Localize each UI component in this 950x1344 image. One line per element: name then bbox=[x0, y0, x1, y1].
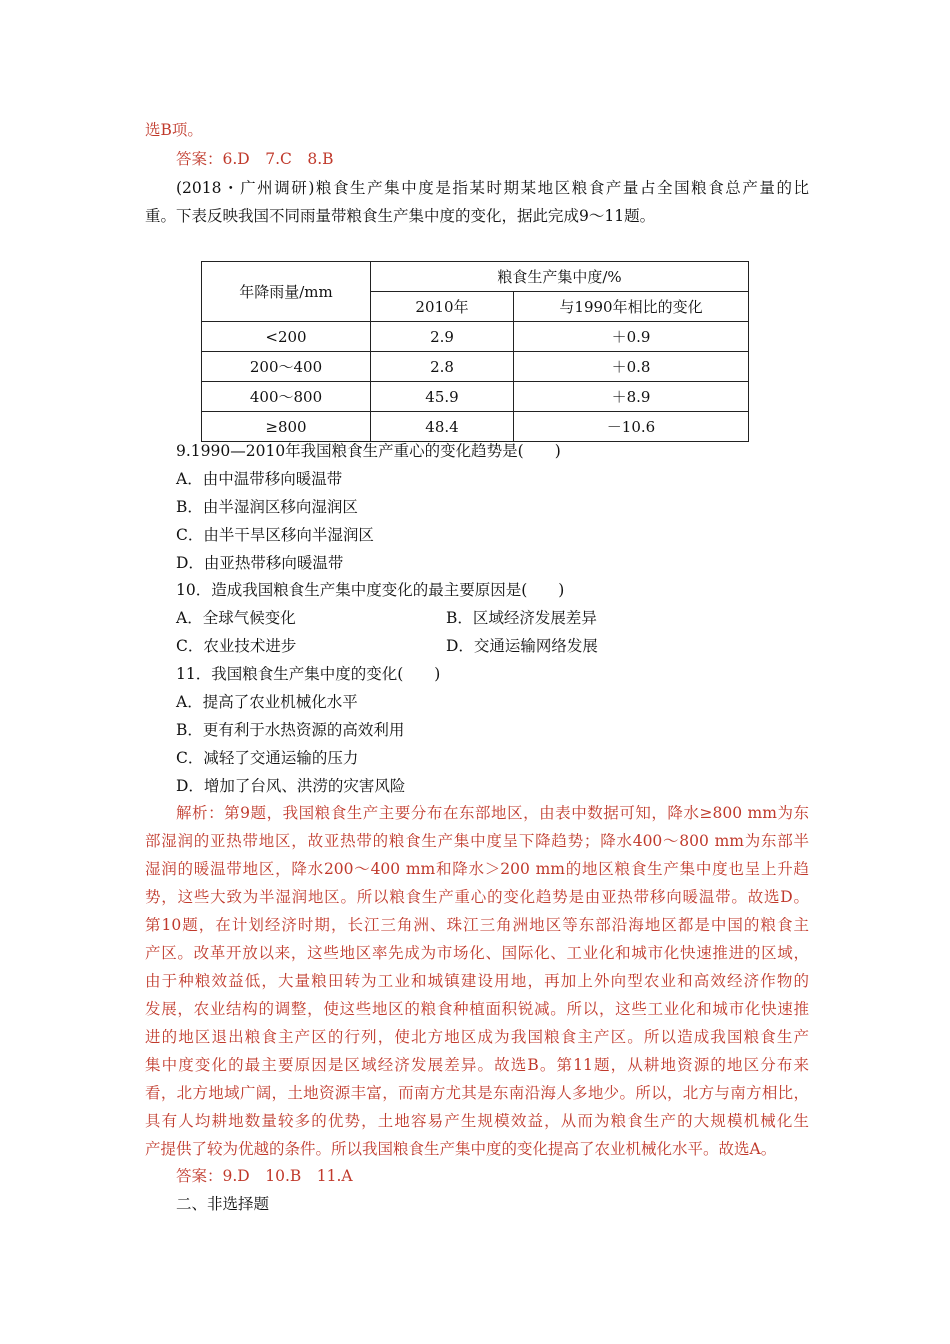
q10-option-a: A．全球气候变化 bbox=[176, 609, 296, 627]
q10-option-d: D．交通运输网络发展 bbox=[446, 637, 598, 655]
explanation-line: 集中度变化的最主要原因是区域经济发展差异。故选B。第11题，从耕地资源的地区分布来 bbox=[145, 1056, 809, 1074]
explanation-line: 第10题，在计划经济时期，长江三角洲、珠江三角洲地区等东部沿海地区都是中国的粮食主 bbox=[145, 916, 809, 934]
answer-values: 6.D 7.C 8.B bbox=[222, 150, 334, 168]
cell-rain: <200 bbox=[202, 322, 371, 352]
explanation-line: 看，北方地域广阔，土地资源丰富，而南方尤其是东南沿海人多地少。所以，北方与南方相比， bbox=[145, 1084, 809, 1102]
cell-change: －10.6 bbox=[514, 412, 749, 442]
cell-2010: 45.9 bbox=[371, 382, 514, 412]
answer-label: 答案： bbox=[176, 1167, 223, 1185]
explanation-line: 解析：第9题，我国粮食生产主要分布在东部地区，由表中数据可知，降水≥800 mm为东 bbox=[176, 804, 809, 822]
cell-2010: 2.8 bbox=[371, 352, 514, 382]
table-row bbox=[202, 412, 749, 442]
answer-label: 答案： bbox=[176, 150, 223, 168]
q11-stem: 11．我国粮食生产集中度的变化( ) bbox=[176, 665, 441, 683]
table-row bbox=[202, 382, 749, 412]
answer-line-2 bbox=[176, 1166, 353, 1186]
q9-option-b: B．由半湿润区移向湿润区 bbox=[176, 498, 358, 516]
q10-option-c: C．农业技术进步 bbox=[176, 637, 297, 655]
q11-option-a: A．提高了农业机械化水平 bbox=[176, 693, 358, 711]
explanation-line: 具有人均耕地数量较多的优势，土地容易产生规模效益，从而为粮食生产的大规模机械化生 bbox=[145, 1112, 809, 1130]
header-concentration: 粮食生产集中度/% bbox=[371, 262, 749, 292]
top-line: 选B项。 bbox=[145, 121, 203, 139]
answer-line-1 bbox=[176, 149, 334, 169]
explanation-line: 发展，农业结构的调整，使这些地区的粮食种植面积锐减。所以，这些工业化和城市化快速推 bbox=[145, 1000, 809, 1018]
cell-2010: 2.9 bbox=[371, 322, 514, 352]
cell-2010: 48.4 bbox=[371, 412, 514, 442]
explanation-line: 产提供了较为优越的条件。所以我国粮食生产集中度的变化提高了农业机械化水平。故选A。 bbox=[145, 1140, 777, 1158]
explanation-line: 湿润的暖温带地区，降水200～400 mm和降水＞200 mm的地区粮食生产集中度也呈上升趋 bbox=[145, 860, 809, 878]
q11-option-b: B．更有利于水热资源的高效利用 bbox=[176, 721, 405, 739]
cell-change: ＋0.8 bbox=[514, 352, 749, 382]
table-row bbox=[202, 322, 749, 352]
explanation-line: 部湿润的亚热带地区，故亚热带的粮食生产集中度呈下降趋势；降水400～800 mm为东部半 bbox=[145, 832, 809, 850]
cell-rain: 400～800 bbox=[202, 382, 371, 412]
q9-stem: 9.1990—2010年我国粮食生产重心的变化趋势是( ) bbox=[176, 442, 561, 460]
explanation-line: 进的地区退出粮食主产区的行列，使北方地区成为我国粮食主产区。所以造成我国粮食生产 bbox=[145, 1028, 809, 1046]
table-row bbox=[202, 352, 749, 382]
answer-values: 9.D 10.B 11.A bbox=[222, 1167, 353, 1185]
cell-change: ＋0.9 bbox=[514, 322, 749, 352]
q10-option-b: B．区域经济发展差异 bbox=[446, 609, 597, 627]
q11-option-c: C．减轻了交通运输的压力 bbox=[176, 749, 359, 767]
header-change: 与1990年相比的变化 bbox=[514, 292, 749, 322]
explanation-line: 由于种粮效益低，大量粮田转为工业和城镇建设用地，再加上外向型农业和高效经济作物的 bbox=[145, 972, 809, 990]
cell-change: ＋8.9 bbox=[514, 382, 749, 412]
q10-stem: 10．造成我国粮食生产集中度变化的最主要原因是( ) bbox=[176, 581, 565, 599]
table-header-row bbox=[202, 262, 749, 292]
explanation-line: 势，这些大致为半湿润地区。所以粮食生产重心的变化趋势是由亚热带移向暖温带。故选D。 bbox=[145, 888, 809, 906]
cell-rain: 200～400 bbox=[202, 352, 371, 382]
q11-option-d: D．增加了台风、洪涝的灾害风险 bbox=[176, 777, 406, 795]
intro-line-1: (2018・广州调研)粮食生产集中度是指某时期某地区粮食产量占全国粮食总产量的比 bbox=[176, 179, 809, 197]
explanation-line: 产区。改革开放以来，这些地区率先成为市场化、国际化、工业化和城市化快速推进的区域， bbox=[145, 944, 809, 962]
q9-option-d: D．由亚热带移向暖温带 bbox=[176, 554, 344, 572]
intro-line-2: 重。下表反映我国不同雨量带粮食生产集中度的变化，据此完成9～11题。 bbox=[145, 207, 656, 225]
grain-concentration-table bbox=[201, 261, 749, 442]
q9-option-a: A．由中温带移向暖温带 bbox=[176, 470, 343, 488]
header-rainfall: 年降雨量/mm bbox=[202, 262, 371, 322]
cell-rain: ≥800 bbox=[202, 412, 371, 442]
section-heading: 二、非选择题 bbox=[176, 1195, 270, 1213]
q9-option-c: C．由半干旱区移向半湿润区 bbox=[176, 526, 374, 544]
header-2010: 2010年 bbox=[371, 292, 514, 322]
